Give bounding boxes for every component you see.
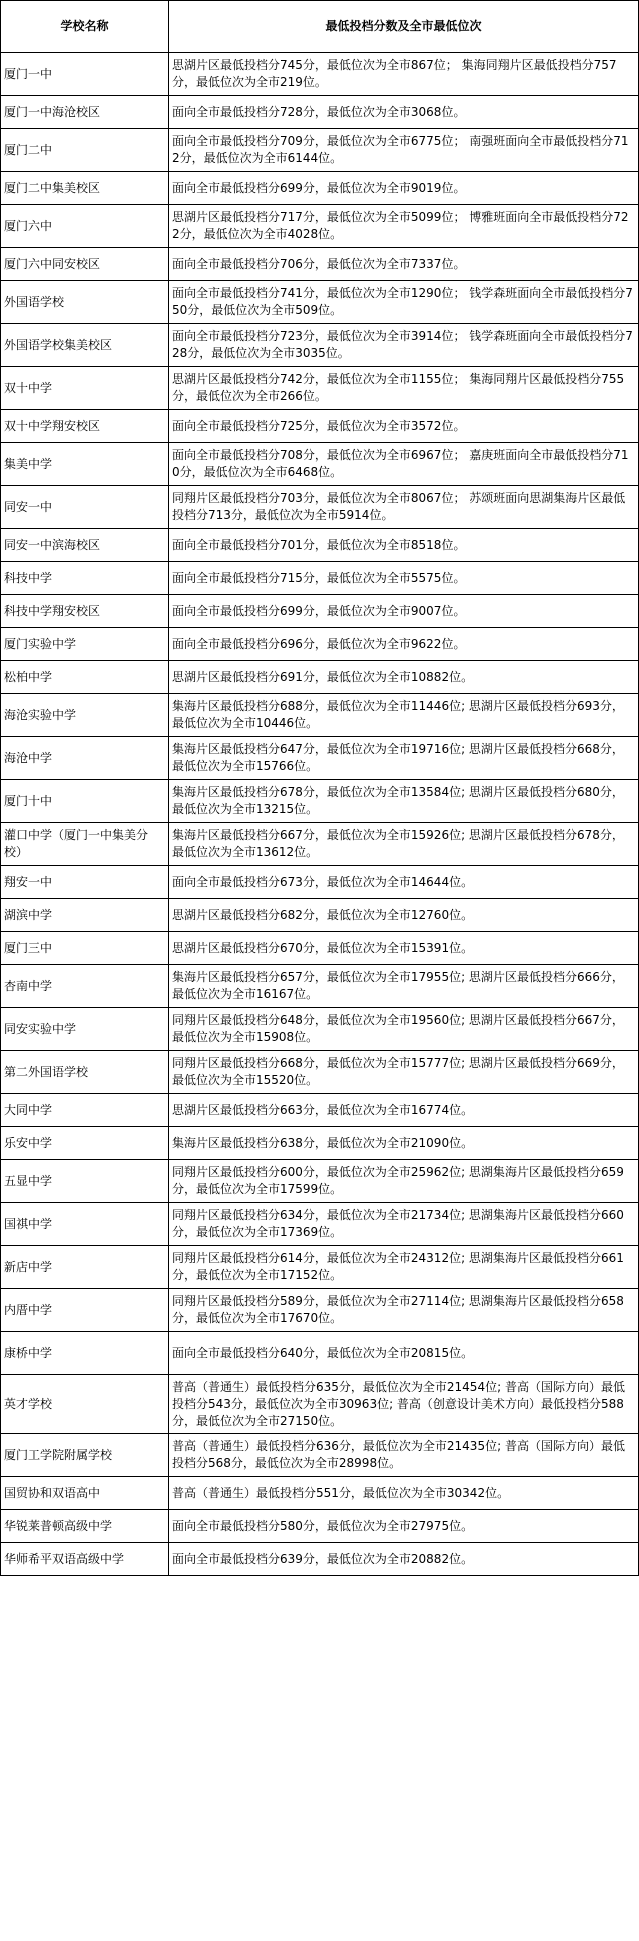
score-rank-cell: 面向全市最低投档分696分，最低位次为全市9622位。 xyxy=(169,628,639,661)
score-rank-cell: 思湖片区最低投档分691分，最低位次为全市10882位。 xyxy=(169,661,639,694)
school-name-cell: 新店中学 xyxy=(1,1246,169,1289)
score-rank-cell: 思湖片区最低投档分670分，最低位次为全市15391位。 xyxy=(169,932,639,965)
school-name-cell: 杏南中学 xyxy=(1,965,169,1008)
score-rank-cell: 集海片区最低投档分657分，最低位次为全市17955位; 思湖片区最低投档分666分，最低位次为全市16167位。 xyxy=(169,965,639,1008)
table-row xyxy=(1,1127,639,1160)
table-row xyxy=(1,780,639,823)
score-rank-cell: 面向全市最低投档分699分，最低位次为全市9007位。 xyxy=(169,595,639,628)
school-name-cell: 厦门一中 xyxy=(1,53,169,96)
score-rank-cell: 面向全市最低投档分725分，最低位次为全市3572位。 xyxy=(169,410,639,443)
score-rank-cell: 面向全市最低投档分701分，最低位次为全市8518位。 xyxy=(169,529,639,562)
school-name-cell: 厦门六中同安校区 xyxy=(1,248,169,281)
school-name-cell: 同安实验中学 xyxy=(1,1008,169,1051)
school-name-cell: 英才学校 xyxy=(1,1375,169,1434)
score-rank-cell: 普高（普通生）最低投档分551分，最低位次为全市30342位。 xyxy=(169,1477,639,1510)
school-name-cell: 厦门六中 xyxy=(1,205,169,248)
score-rank-cell: 思湖片区最低投档分682分，最低位次为全市12760位。 xyxy=(169,899,639,932)
school-name-cell: 华师希平双语高级中学 xyxy=(1,1543,169,1576)
school-name-cell: 厦门十中 xyxy=(1,780,169,823)
table-row xyxy=(1,562,639,595)
school-name-cell: 灌口中学（厦门一中集美分校） xyxy=(1,823,169,866)
score-rank-cell: 面向全市最低投档分640分，最低位次为全市20815位。 xyxy=(169,1332,639,1375)
table-row xyxy=(1,443,639,486)
table-row xyxy=(1,324,639,367)
school-name-cell: 厦门二中集美校区 xyxy=(1,172,169,205)
score-rank-cell: 面向全市最低投档分673分，最低位次为全市14644位。 xyxy=(169,866,639,899)
table-row xyxy=(1,281,639,324)
school-name-cell: 海沧中学 xyxy=(1,737,169,780)
score-rank-cell: 集海片区最低投档分638分，最低位次为全市21090位。 xyxy=(169,1127,639,1160)
table-row xyxy=(1,737,639,780)
table-row xyxy=(1,1375,639,1434)
score-rank-cell: 思湖片区最低投档分717分，最低位次为全市5099位； 博雅班面向全市最低投档分722分，最低位次为全市4028位。 xyxy=(169,205,639,248)
school-name-cell: 厦门实验中学 xyxy=(1,628,169,661)
score-rank-cell: 同翔片区最低投档分600分，最低位次为全市25962位; 思湖集海片区最低投档分659分，最低位次为全市17599位。 xyxy=(169,1160,639,1203)
header-school-name: 学校名称 xyxy=(1,1,169,53)
school-name-cell: 厦门三中 xyxy=(1,932,169,965)
table-row xyxy=(1,529,639,562)
table-row xyxy=(1,661,639,694)
table-row xyxy=(1,1246,639,1289)
score-rank-cell: 面向全市最低投档分580分，最低位次为全市27975位。 xyxy=(169,1510,639,1543)
score-rank-cell: 同翔片区最低投档分614分，最低位次为全市24312位; 思湖集海片区最低投档分661分，最低位次为全市17152位。 xyxy=(169,1246,639,1289)
score-rank-cell: 面向全市最低投档分699分，最低位次为全市9019位。 xyxy=(169,172,639,205)
score-rank-cell: 思湖片区最低投档分663分，最低位次为全市16774位。 xyxy=(169,1094,639,1127)
score-rank-cell: 同翔片区最低投档分668分，最低位次为全市15777位; 思湖片区最低投档分669分，最低位次为全市15520位。 xyxy=(169,1051,639,1094)
table-row xyxy=(1,1543,639,1576)
school-name-cell: 同安一中 xyxy=(1,486,169,529)
table-row xyxy=(1,53,639,96)
school-name-cell: 国贸协和双语高中 xyxy=(1,1477,169,1510)
school-name-cell: 同安一中滨海校区 xyxy=(1,529,169,562)
table-row xyxy=(1,628,639,661)
table-row xyxy=(1,1434,639,1477)
school-name-cell: 松柏中学 xyxy=(1,661,169,694)
table-row xyxy=(1,1094,639,1127)
school-name-cell: 外国语学校 xyxy=(1,281,169,324)
school-name-cell: 双十中学 xyxy=(1,367,169,410)
table-row xyxy=(1,1477,639,1510)
score-rank-cell: 面向全市最低投档分741分，最低位次为全市1290位； 钱学森班面向全市最低投档分750分，最低位次为全市509位。 xyxy=(169,281,639,324)
table-row xyxy=(1,1289,639,1332)
school-name-cell: 五显中学 xyxy=(1,1160,169,1203)
table-row xyxy=(1,1203,639,1246)
table-row xyxy=(1,410,639,443)
score-rank-cell: 普高（普通生）最低投档分635分，最低位次为全市21454位; 普高（国际方向）最低投档分543分，最低位次为全市30963位; 普高（创意设计美术方向）最低投档分588分，最低位次为全市27150位。 xyxy=(169,1375,639,1434)
school-name-cell: 双十中学翔安校区 xyxy=(1,410,169,443)
score-rank-cell: 面向全市最低投档分708分，最低位次为全市6967位； 嘉庚班面向全市最低投档分710分，最低位次为全市6468位。 xyxy=(169,443,639,486)
school-name-cell: 翔安一中 xyxy=(1,866,169,899)
school-name-cell: 大同中学 xyxy=(1,1094,169,1127)
score-rank-cell: 集海片区最低投档分647分，最低位次为全市19716位; 思湖片区最低投档分668分，最低位次为全市15766位。 xyxy=(169,737,639,780)
score-rank-cell: 思湖片区最低投档分742分，最低位次为全市1155位； 集海同翔片区最低投档分755分，最低位次为全市266位。 xyxy=(169,367,639,410)
table-row xyxy=(1,96,639,129)
table-row xyxy=(1,367,639,410)
score-rank-cell: 集海片区最低投档分667分，最低位次为全市15926位; 思湖片区最低投档分678分，最低位次为全市13612位。 xyxy=(169,823,639,866)
score-rank-cell: 同翔片区最低投档分589分，最低位次为全市27114位; 思湖集海片区最低投档分658分，最低位次为全市17670位。 xyxy=(169,1289,639,1332)
table-row xyxy=(1,899,639,932)
table-row xyxy=(1,823,639,866)
table-row xyxy=(1,1160,639,1203)
school-name-cell: 厦门工学院附属学校 xyxy=(1,1434,169,1477)
school-name-cell: 华锐莱普顿高级中学 xyxy=(1,1510,169,1543)
table-row xyxy=(1,595,639,628)
score-rank-cell: 思湖片区最低投档分745分，最低位次为全市867位； 集海同翔片区最低投档分757分，最低位次为全市219位。 xyxy=(169,53,639,96)
table-row xyxy=(1,205,639,248)
table-row xyxy=(1,932,639,965)
score-rank-cell: 面向全市最低投档分706分，最低位次为全市7337位。 xyxy=(169,248,639,281)
table-row xyxy=(1,1051,639,1094)
table-row xyxy=(1,866,639,899)
table-row xyxy=(1,172,639,205)
score-rank-cell: 同翔片区最低投档分648分，最低位次为全市19560位; 思湖片区最低投档分667分，最低位次为全市15908位。 xyxy=(169,1008,639,1051)
score-rank-cell: 面向全市最低投档分723分，最低位次为全市3914位； 钱学森班面向全市最低投档分728分，最低位次为全市3035位。 xyxy=(169,324,639,367)
school-name-cell: 湖滨中学 xyxy=(1,899,169,932)
header-score-rank: 最低投档分数及全市最低位次 xyxy=(169,1,639,53)
score-rank-cell: 同翔片区最低投档分634分，最低位次为全市21734位; 思湖集海片区最低投档分660分，最低位次为全市17369位。 xyxy=(169,1203,639,1246)
school-name-cell: 科技中学 xyxy=(1,562,169,595)
table-row xyxy=(1,694,639,737)
school-name-cell: 科技中学翔安校区 xyxy=(1,595,169,628)
table-header-row xyxy=(1,1,639,53)
school-name-cell: 厦门一中海沧校区 xyxy=(1,96,169,129)
table-row xyxy=(1,129,639,172)
score-rank-cell: 普高（普通生）最低投档分636分，最低位次为全市21435位; 普高（国际方向）最低投档分568分，最低位次为全市28998位。 xyxy=(169,1434,639,1477)
table-row xyxy=(1,1510,639,1543)
school-name-cell: 康桥中学 xyxy=(1,1332,169,1375)
table-row xyxy=(1,486,639,529)
school-name-cell: 海沧实验中学 xyxy=(1,694,169,737)
table-row xyxy=(1,965,639,1008)
table-row xyxy=(1,248,639,281)
school-name-cell: 外国语学校集美校区 xyxy=(1,324,169,367)
table-row xyxy=(1,1332,639,1375)
table-row xyxy=(1,1008,639,1051)
school-name-cell: 厦门二中 xyxy=(1,129,169,172)
school-name-cell: 国祺中学 xyxy=(1,1203,169,1246)
score-rank-cell: 集海片区最低投档分678分，最低位次为全市13584位; 思湖片区最低投档分680分，最低位次为全市13215位。 xyxy=(169,780,639,823)
school-name-cell: 乐安中学 xyxy=(1,1127,169,1160)
school-name-cell: 集美中学 xyxy=(1,443,169,486)
score-rank-cell: 集海片区最低投档分688分，最低位次为全市11446位; 思湖片区最低投档分693分，最低位次为全市10446位。 xyxy=(169,694,639,737)
school-name-cell: 第二外国语学校 xyxy=(1,1051,169,1094)
score-rank-cell: 面向全市最低投档分709分，最低位次为全市6775位； 南强班面向全市最低投档分712分，最低位次为全市6144位。 xyxy=(169,129,639,172)
score-rank-cell: 同翔片区最低投档分703分，最低位次为全市8067位； 苏颂班面向思湖集海片区最低投档分713分，最低位次为全市5914位。 xyxy=(169,486,639,529)
table-body xyxy=(1,53,639,1576)
score-rank-cell: 面向全市最低投档分728分，最低位次为全市3068位。 xyxy=(169,96,639,129)
school-name-cell: 内厝中学 xyxy=(1,1289,169,1332)
score-rank-cell: 面向全市最低投档分715分，最低位次为全市5575位。 xyxy=(169,562,639,595)
score-rank-cell: 面向全市最低投档分639分，最低位次为全市20882位。 xyxy=(169,1543,639,1576)
